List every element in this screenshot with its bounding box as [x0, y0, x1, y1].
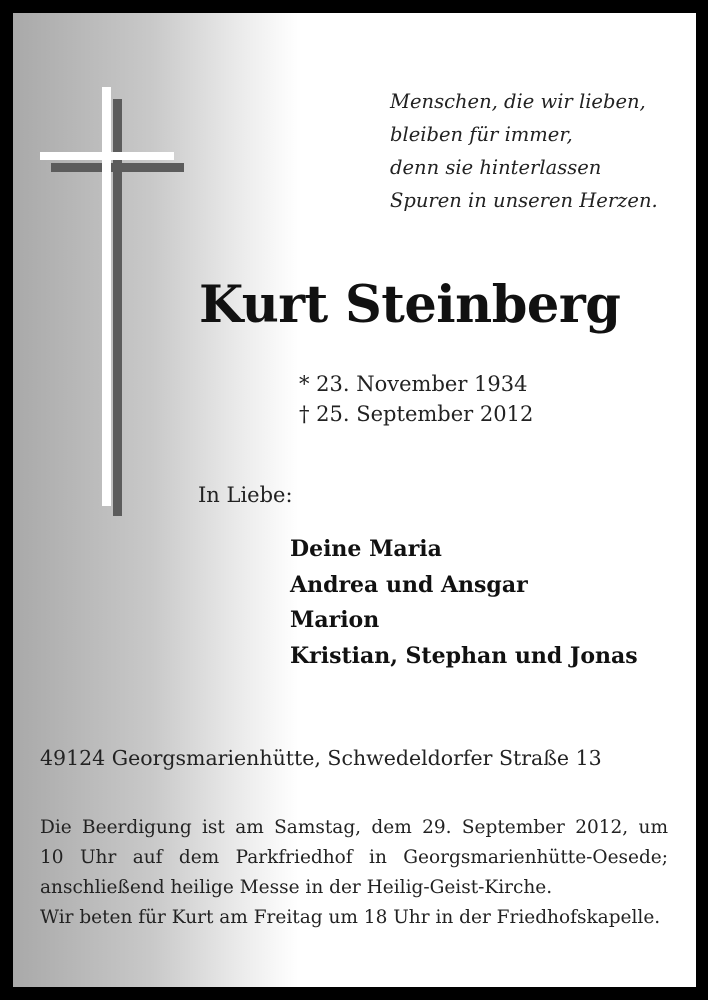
birth-date: * 23. November 1934: [299, 372, 528, 396]
poem-line: denn sie hinterlassen: [390, 156, 602, 179]
funeral-line: Die Beerdigung ist am Samstag, dem 29. September 2012, um: [40, 817, 668, 838]
family-address: 49124 Georgsmarienhütte, Schwedeldorfer Straße 13: [40, 746, 602, 770]
deceased-name: Kurt Steinberg: [199, 275, 621, 335]
mourner-name: Kristian, Stephan und Jonas: [290, 642, 638, 669]
funeral-line: anschließend heilige Messe in der Heilig-Geist-Kirche.: [40, 877, 553, 898]
mourner-name: Marion: [290, 607, 380, 633]
cross-beam-vertical: [102, 87, 111, 506]
mourner-name: Deine Maria: [290, 536, 442, 562]
poem-line: Spuren in unseren Herzen.: [390, 189, 658, 212]
poem-quote: [390, 85, 658, 217]
poem-line: bleiben für immer,: [390, 123, 573, 146]
obituary-notice: [13, 13, 696, 987]
funeral-details: [40, 813, 668, 903]
mourners-intro: In Liebe:: [198, 483, 293, 507]
mourner-name: Andrea und Ansgar: [290, 571, 528, 598]
prayer-notice: Wir beten für Kurt am Freitag um 18 Uhr in der Friedhofskapelle.: [40, 907, 661, 928]
poem-line: Menschen, die wir lieben,: [390, 90, 646, 113]
death-date: † 25. September 2012: [299, 402, 534, 426]
cross-shadow-vertical: [113, 99, 122, 516]
mourners-list: [290, 532, 638, 674]
life-dates: [299, 369, 533, 429]
cross-shadow-horizontal: [51, 163, 184, 172]
funeral-line: 10 Uhr auf dem Parkfriedhof in Georgsmarienhütte-Oesede;: [40, 847, 668, 868]
cross-beam-horizontal: [40, 152, 174, 160]
